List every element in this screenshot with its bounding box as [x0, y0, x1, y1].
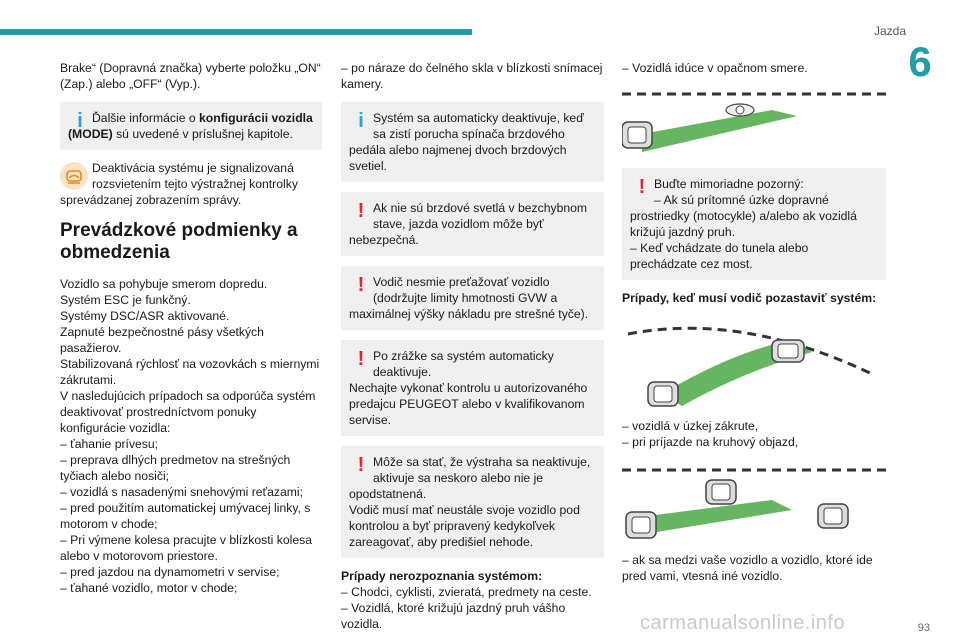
section-heading: Prevádzkové podmienky a obmedzenia [60, 220, 298, 263]
cut-in-illustration [622, 456, 886, 542]
list-item: – vozidlá s nasadenými snehovými reťazami; [60, 485, 304, 499]
warning-icon: ! [357, 454, 365, 476]
page-number: 93 [917, 622, 930, 634]
car-icon [648, 382, 678, 406]
info-text-1: Systém sa automaticky deaktivuje, keď sa zistí porucha spínača brzdového [373, 111, 584, 141]
warning-text-2: Nechajte vykonať kontrolu u autorizovaného predajcu PEUGEOT alebo v kvalifikovanom servise. [349, 381, 588, 427]
list-item: Systémy DSC/ASR aktivované. [60, 309, 230, 323]
column-3 [622, 60, 886, 584]
list-item: – pred jazdou na dynamometri v servise; [60, 565, 280, 579]
list-item: – ak sa medzi vaše vozidlo a vozidlo, ktoré ide pred vami, vtesná iné vozidlo. [622, 553, 873, 583]
list-item: – preprava dlhých predmetov na strešných tyčiach alebo nosiči; [60, 453, 291, 483]
warning-text-1: Môže sa stať, že výstraha sa neaktivuje, aktivuje sa neskoro alebo nie je [373, 455, 591, 485]
car-icon [706, 480, 736, 504]
warning-box [341, 340, 604, 436]
car-icon [622, 122, 652, 148]
warning-icon: ! [357, 274, 365, 296]
paragraph: – po náraze do čelného skla v blízkosti snímacej kamery. [341, 61, 603, 91]
list-item: Systém ESC je funkčný. [60, 293, 191, 307]
motorcycle-icon [726, 104, 754, 116]
info-text: Ďalšie informácie o konfigurácii vozidla (MODE) sú uvedené v príslušnej kapitole. [68, 111, 313, 141]
chapter-number: 6 [908, 38, 932, 85]
warning-text-4: – Keď vchádzate do tunela alebo prechádzate cez most. [630, 241, 809, 271]
list-item: Zapnuté bezpečnostné pásy všetkých pasažierov. [60, 325, 264, 355]
info-icon: i [77, 110, 83, 132]
watermark: carmanualsonline.info [640, 612, 846, 634]
warning-box [341, 446, 604, 558]
warning-text-2: maximálnej výšky nákladu pre strešné tyče). [349, 307, 589, 321]
list-item: – Vozidlá, ktoré križujú jazdný pruh vášho vozidla. [341, 601, 566, 631]
list-item: Stabilizovaná rýchlosť na vozovkách s miernymi zákrutami. [60, 357, 320, 387]
warning-text-1: Vodič nesmie preťažovať vozidlo (dodržujte limity hmotnosti GVW a [373, 275, 558, 305]
curve-illustration [622, 312, 886, 408]
list-item: Vozidlo sa pohybuje smerom dopredu. [60, 277, 268, 291]
esc-note [60, 160, 322, 208]
sub-heading: Prípady, keď musí vodič pozastaviť systém: [622, 291, 877, 305]
warning-icon: ! [357, 200, 365, 222]
list-item: V nasledujúcich prípadoch sa odporúča systém deaktivovať prostredníctvom ponuky konfigurácie vozidla: [60, 389, 316, 435]
warning-box [622, 168, 886, 280]
list-item: – pri príjazde na kruhový objazd, [622, 435, 799, 449]
warning-text-3: Vodič musí mať neustále svoje vozidlo pod kontrolou a byť pripravený kedykoľvek zareagovať, aby predišiel nehode. [349, 503, 580, 549]
warning-text-3: prostriedky (motocykle) a/alebo ak vozidlá križujú jazdný pruh. [630, 209, 857, 239]
list-item: – pred použitím automatickej umývacej linky, s motorom v chode; [60, 501, 311, 531]
info-box [341, 102, 604, 182]
list-item: – Chodci, cyklisti, zvieratá, predmety na ceste. [341, 585, 592, 599]
car-icon [626, 512, 656, 538]
esc-text-2: sprevádzanej zobrazením správy. [60, 193, 242, 207]
list-item: – vozidlá v úzkej zákrute, [622, 419, 759, 433]
warning-text-1: Ak nie sú brzdové svetlá v bezchybnom stave, jazda vozidlom môže byť [373, 201, 588, 231]
esc-text-1: Deaktivácia systému je signalizovaná rozsvietením tejto výstražnej kontrolky [92, 161, 298, 191]
warning-text-1: Buďte mimoriadne pozorný: [654, 177, 804, 191]
paragraph: Brake“ (Dopravná značka) vyberte položku „ON“ (Zap.) alebo „OFF“ (Vyp.). [60, 61, 321, 91]
list-item: – ťahané vozidlo, motor v chode; [60, 581, 238, 595]
paragraph: – Vozidlá idúce v opačnom smere. [622, 61, 808, 75]
info-text-2: pedála alebo najmenej dvoch brzdových svetiel. [349, 143, 567, 173]
warning-text-2: opodstatnená. [349, 487, 427, 501]
header-accent-bar [0, 29, 472, 35]
oncoming-vehicle-illustration [622, 82, 886, 158]
car-icon [772, 340, 804, 362]
warning-text-1: Po zrážke sa systém automaticky deaktivuje. [373, 349, 554, 379]
column-1 [60, 60, 322, 596]
esc-warning-light-icon [60, 162, 88, 190]
column-2 [341, 60, 604, 632]
sub-heading: Prípady nerozpoznania systémom: [341, 569, 543, 583]
list-item: – ťahanie prívesu; [60, 437, 159, 451]
car-icon [818, 504, 848, 528]
warning-icon: ! [357, 348, 365, 370]
info-box [60, 102, 322, 150]
info-icon: i [358, 110, 364, 132]
warning-box [341, 192, 604, 256]
list-item: – Pri výmene kolesa pracujte v blízkosti kolesa alebo v motorovom priestore. [60, 533, 312, 563]
warning-text-2: nebezpečná. [349, 233, 419, 247]
warning-text-2: – Ak sú prítomné úzke dopravné [654, 193, 829, 207]
section-title: Jazda [873, 24, 906, 38]
warning-box [341, 266, 604, 330]
warning-icon: ! [638, 176, 646, 198]
